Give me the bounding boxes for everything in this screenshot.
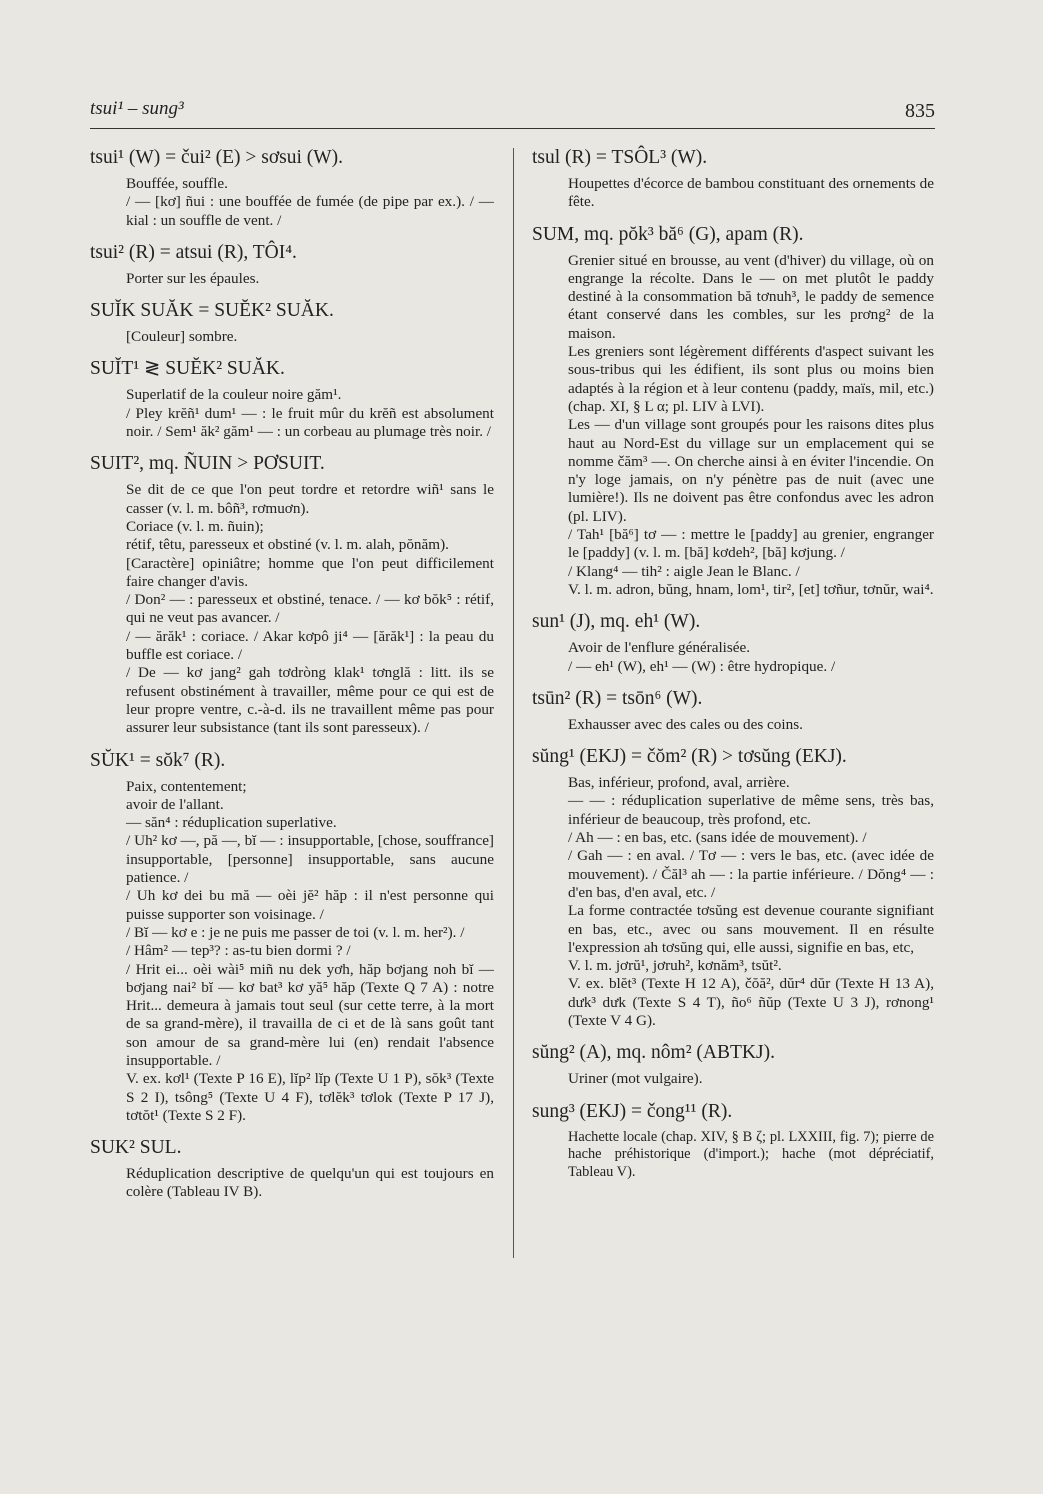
definition-line: Coriace (v. l. m. ñuin); — [126, 517, 264, 535]
entry-headword: SUIT², mq. ÑUIN > PƠSUIT. — [90, 453, 325, 475]
dictionary-entry — [532, 687, 934, 734]
definition-line: V. l. m. jơrŭ¹, jơruh², kơnăm³, tsŭt². — [568, 957, 782, 975]
entry-headword: SUM, mq. pŏk³ bă⁶ (G), apam (R). — [532, 223, 804, 245]
definition-line: V. l. m. adron, bŭng, hnam, lom¹, tir², [et] tơñur, tơnŭr, wai⁴. — [568, 580, 934, 598]
definition-line: Paix, contentement; — [126, 777, 247, 795]
dictionary-entry — [532, 223, 934, 600]
dictionary-entry — [90, 241, 494, 288]
definition-line: Avoir de l'enflure généralisée. — [568, 639, 751, 657]
dictionary-entry — [532, 610, 934, 676]
running-head: tsui¹ – sung³ — [90, 98, 184, 119]
entry-definition — [532, 175, 934, 212]
dictionary-entry — [532, 745, 934, 1030]
definition-line: V. ex. blĕt³ (Texte H 12 A), čŏă², dŭr⁴ dŭr (Texte H 13 A), dưk³ dưk (Texte S 4 T), ño⁶ ñŭp (Texte U 3 J), rơnong¹ (Texte V 4 G). — [568, 975, 934, 1029]
definition-line: / Hrit ei... oèi wài⁵ miñ nu dek yơh, hăp bơjang noh bĭ — bơjang nai² bĭ — kơ bat³ kơ yă⁵ hăp (Texte Q 7 A) : notre Hrit... demeura à jamais tout seul (sur cette terre, à la mort de sa grand-mère), il travailla de ci et de là sans goût tant son amour de sa grand-mère lui (en) rendait l'absence insupportable. / — [126, 960, 494, 1069]
definition-line: Exhausser avec des cales ou des coins. — [568, 715, 803, 733]
definition-line: avoir de l'allant. — [126, 795, 224, 813]
definition-line: Grenier situé en brousse, au vent (d'hiver) du village, où on engrange la récolte. Dans le — on met plutôt le paddy destiné à la consommation bă tơnuh³, le paddy de semence étant conservé dans les combles, sur les prơng² de la maison. — [568, 251, 934, 342]
column-divider — [513, 148, 514, 1258]
entry-definition — [90, 778, 494, 1126]
definition-line: La forme contractée tơsŭng est devenue courante signifiant en bas, etc., avec ou sans mouvement. Il en résulte l'expression ah tơsŭng qui, elle aussi, signifie en bas, etc, — [568, 902, 934, 956]
definition-line: / Hâm² — tep³? : as-tu bien dormi ? / — [126, 942, 351, 960]
dictionary-entry — [90, 357, 494, 441]
definition-line: Bouffée, souffle. — [126, 175, 228, 192]
dictionary-entry — [90, 146, 494, 230]
definition-line: / — eh¹ (W), eh¹ — (W) : être hydropique. / — [568, 657, 836, 675]
definition-line: — — : réduplication superlative de même sens, très bas, inférieur de beaucoup, très profond, etc. — [568, 792, 934, 828]
entry-definition — [532, 1070, 934, 1088]
entry-definition — [532, 1129, 934, 1182]
definition-line: / Ah — : en bas, etc. (sans idée de mouvement). / — [568, 829, 867, 847]
entry-headword: tsui¹ (W) = čui² (E) > sơsui (W). — [90, 147, 344, 168]
entry-definition — [90, 328, 494, 346]
definition-line: / Bĭ — kơ e : je ne puis me passer de toi (v. l. m. her²). / — [126, 923, 465, 941]
left-column — [90, 146, 494, 1213]
entry-headword: SUĬT¹ ≷ SUĔK² SUĂK. — [90, 358, 285, 380]
entry-headword: sung³ (EKJ) = čong¹¹ (R). — [532, 1100, 733, 1122]
entry-headword: SUĬK SUĂK = SUĔK² SUĂK. — [90, 300, 334, 322]
definition-line: Superlatif de la couleur noire găm¹. — [126, 386, 342, 404]
dictionary-entry — [532, 1041, 934, 1088]
definition-line: Porter sur les épaules. — [126, 269, 260, 287]
entry-definition — [90, 175, 494, 230]
definition-line: / Don² — : paresseux et obstiné, tenace. / — kơ bŏk⁵ : rétif, qui ne veut pas avancer. / — [126, 591, 494, 627]
dictionary-entry — [90, 1136, 494, 1202]
right-column — [532, 146, 934, 1192]
entry-headword: SŬK¹ = sŏk⁷ (R). — [90, 749, 226, 771]
definition-line: / Uh² kơ —, pă —, bĭ — : insupportable, [chose, souffrance] insupportable, [personne] insupportable, sans aucune patience. / — [126, 832, 494, 887]
dictionary-entry — [532, 146, 934, 212]
definition-line: / Gah — : en aval. / Tơ — : vers le bas, etc. (avec idée de mouvement). / Čăl³ ah — : la partie inférieure. / Dŏng⁴ — : d'en bas, d'en aval, etc. / — [568, 847, 934, 901]
definition-line: Houpettes d'écorce de bambou constituant des ornements de fête. — [568, 175, 934, 211]
dictionary-entry — [532, 1100, 934, 1182]
entry-headword: sŭng² (A), mq. nôm² (ABTKJ). — [532, 1042, 775, 1064]
entry-definition — [90, 386, 494, 441]
entry-definition — [90, 1165, 494, 1202]
definition-line: Uriner (mot vulgaire). — [568, 1070, 703, 1088]
page-header — [90, 96, 935, 129]
entry-headword: sun¹ (J), mq. eh¹ (W). — [532, 611, 701, 633]
entry-definition — [532, 716, 934, 734]
definition-line: / Pley krĕñ¹ dum¹ — : le fruit mûr du krĕñ est absolument noir. / Sem¹ ăk² găm¹ — : un corbeau au plumage très noir. / — [126, 404, 494, 441]
dictionary-entry — [90, 299, 494, 346]
definition-line: / Tah¹ [bă⁶] tơ — : mettre le [paddy] au grenier, engranger le [paddy] (v. l. m. [bă] kơdeh², [bă] kơjung. / — [568, 526, 934, 562]
entry-definition — [532, 252, 934, 600]
entry-headword: SUK² SUL. — [90, 1137, 182, 1159]
definition-line: / Klang⁴ — tih² : aigle Jean le Blanc. / — [568, 562, 800, 580]
definition-line: — săn⁴ : réduplication superlative. — [126, 814, 337, 832]
entry-definition — [90, 481, 494, 737]
definition-line: [Caractère] opiniâtre; homme que l'on peut difficilement faire changer d'avis. — [126, 554, 494, 590]
definition-line: Réduplication descriptive de quelqu'un qui est toujours en colère (Tableau IV B). — [126, 1165, 494, 1201]
definition-line: / De — kơ jang² gah tơdròng klak¹ tơnglă : litt. ils se refusent obstinément à travailler, même pour ce qui est de leur propre ventre, c.-à-d. ils ne travaillent même pas pour assurer leur subsistance (tant ils sont paresseux). / — [126, 664, 494, 737]
definition-line: Se dit de ce que l'on peut tordre et retordre wiñ¹ sans le casser (v. l. m. bôñ³, rơmuơn). — [126, 481, 494, 517]
definition-line: [Couleur] sombre. — [126, 328, 238, 346]
definition-line: Les greniers sont légèrement différents d'aspect suivant les sous-tribus qui les édifient, ils sont plus ou moins bien adaptés à la région et à leur contenu (paddy, maïs, mil, etc.) (chap. XI, § L α; pl. LIV à LVI). — [568, 343, 934, 415]
definition-line: rétif, têtu, paresseux et obstiné (v. l. m. alah, pŏnăm). — [126, 536, 449, 554]
definition-line: Les — d'un village sont groupés pour les raisons dites plus haut au Nord-Est du village sur un emplacement qui se nomme čăm³ —. On cherche ainsi à en éviter l'incendie. On n'y loge jamais, on n'y pénètre pas de nuit (avec une lumière!). Ils ne doivent pas être confondus avec les adron (pl. LIV). — [568, 416, 934, 525]
entry-headword: sŭng¹ (EKJ) = čŏm² (R) > tơsŭng (EKJ). — [532, 746, 847, 768]
definition-line: / — ărăk¹ : coriace. / Akar kơpô ji⁴ — [ărăk¹] : la peau du buffle est coriace. / — [126, 627, 494, 664]
entry-headword: tsūn² (R) = tsōn⁶ (W). — [532, 687, 703, 709]
definition-line: Hachette locale (chap. XIV, § B ζ; pl. LXXIII, fig. 7); pierre de hache préhistorique (d'import.); hache (mot dépréciatif, Tableau V). — [568, 1128, 934, 1180]
dictionary-entry — [90, 749, 494, 1126]
entry-headword: tsui² (R) = atsui (R), TÔI⁴. — [90, 241, 297, 263]
definition-line: Bas, inférieur, profond, aval, arrière. — [568, 774, 790, 792]
entry-definition — [532, 639, 934, 676]
page-number: 835 — [905, 100, 935, 122]
definition-line: V. ex. kơl¹ (Texte P 16 E), lĭp² lĭp (Texte U 1 P), sŏk³ (Texte S 2 I), tsông⁵ (Texte U 4 F), tơlĕk³ tơlok (Texte P 17 J), tơtŏt¹ (Texte S 2 F). — [126, 1070, 494, 1124]
dictionary-entry — [90, 452, 494, 737]
entry-headword: tsul (R) = TSÔL³ (W). — [532, 147, 708, 168]
entry-definition — [90, 270, 494, 288]
entry-definition — [532, 774, 934, 1030]
definition-line: / Uh kơ dei bu mă — oèi jĕ² hăp : il n'est personne qui puisse supporter son voisinage. / — [126, 887, 494, 923]
definition-line: / — [kơ] ñui : une bouffée de fumée (de pipe par ex.). / — kial : un souffle de vent. / — [126, 193, 494, 229]
